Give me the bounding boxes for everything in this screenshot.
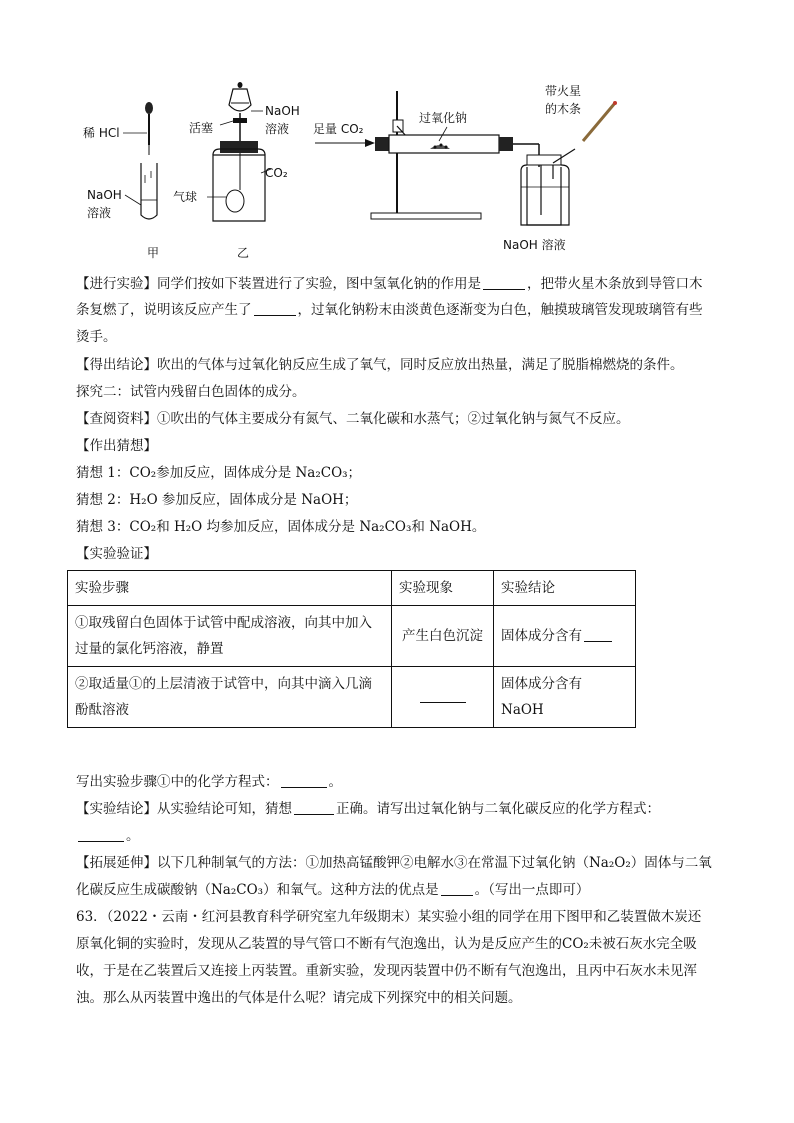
label-co2-inlet: 足量 CO₂ — [313, 122, 364, 136]
experiment-text-1b: ，把带火星木条放到导管口木 — [527, 276, 703, 292]
verify-title: 【实验验证】 — [76, 546, 157, 562]
extension-line-2 — [76, 878, 589, 898]
experiment-line-3: 烫手。 — [76, 329, 117, 345]
step-text: ②取适量①的上层清液于试管中，向其中滴入几滴 — [75, 676, 372, 692]
apparatus-figure — [75, 75, 635, 260]
label-hcl: 稀 HCl — [83, 126, 120, 140]
answer-blank-advantage[interactable] — [441, 882, 473, 897]
conclusion-cell: 固体成分含有 NaOH — [494, 667, 636, 728]
exp-conclusion-text-a: 【实验结论】从实验结论可知，猜想 — [76, 801, 292, 817]
question-63-line-3: 收，于是在乙装置后又连接上丙装置。重新实验，发现丙装置中仍不断有气泡逸出，且丙中石灰水未见浑 — [76, 963, 697, 979]
table-header-row — [68, 571, 636, 606]
table-row — [68, 606, 636, 667]
answer-blank-gas[interactable] — [254, 302, 296, 317]
answer-blank-naoh-role[interactable] — [483, 276, 525, 291]
wash-bottle-icon — [521, 149, 575, 225]
separatory-funnel-icon — [229, 82, 251, 145]
question-63-line-2: 原氧化铜的实验时，发现从乙装置的导气管口不断有气泡逸出，认为是反应产生的CO₂未被石灰水完全吸 — [76, 936, 697, 952]
header-phenomenon: 实验现象 — [392, 571, 494, 606]
guess-1: 猜想 1：CO₂参加反应，固体成分是 Na₂CO₃； — [76, 465, 362, 481]
phenomenon-cell: 产生白色沉淀 — [392, 606, 494, 667]
equation-text: 写出实验步骤①中的化学方程式： — [76, 774, 279, 790]
label-balloon: 气球 — [173, 190, 198, 204]
step-text: 酚酞溶液 — [75, 702, 129, 718]
label-peroxide: 过氧化钠 — [419, 111, 468, 125]
step-text: 过量的氯化钙溶液，静置 — [75, 641, 224, 657]
wooden-splint-icon — [583, 101, 617, 141]
equation-end: 。 — [328, 774, 342, 790]
answer-blank-phenomenon[interactable] — [420, 689, 466, 704]
conclusion-cell — [494, 606, 636, 667]
conclusion-line: 【得出结论】吹出的气体与过氧化钠反应生成了氧气，同时反应放出热量，满足了脱脂棉燃烧的条件。 — [76, 357, 684, 373]
exp-conclusion-text-b: 正确。请写出过氧化钠与二氧化碳反应的化学方程式： — [336, 801, 660, 817]
exp-conclusion-end: 。 — [126, 828, 140, 844]
info-line: 【查阅资料】①吹出的气体主要成分有氮气、二氧化碳和水蒸气；②过氧化钠与氮气不反应。 — [76, 411, 630, 427]
label-splint-1: 带火星 — [545, 84, 582, 98]
verification-table — [67, 570, 636, 728]
guess-3: 猜想 3：CO₂和 H₂O 均参加反应，固体成分是 Na₂CO₃和 NaOH。 — [76, 519, 486, 535]
label-naoh-yi-2: 溶液 — [265, 122, 290, 136]
extension-text-b: 。（写出一点即可） — [474, 882, 590, 898]
experiment-text-1a: 【进行实验】同学们按如下装置进行了实验，图中氢氧化钠的作用是 — [76, 276, 481, 292]
experiment-text-2b: ，过氧化钠粉末由淡黄色逐渐变为白色，触摸玻璃管发现玻璃管有些 — [297, 302, 703, 318]
glass-tube-icon — [375, 135, 513, 153]
answer-blank-equation[interactable] — [281, 774, 327, 789]
probe-two-line: 探究二：试管内残留白色固体的成分。 — [76, 384, 306, 400]
step-cell — [68, 606, 392, 667]
experiment-text-2a: 条复燃了，说明该反应产生了 — [76, 302, 252, 318]
guess-title: 【作出猜想】 — [76, 438, 157, 454]
answer-blank-solid[interactable] — [584, 628, 612, 643]
apparatus-diagram — [75, 75, 635, 260]
dropper-icon — [145, 102, 153, 155]
label-jia: 甲 — [147, 246, 160, 260]
step-text: ①取残留白色固体于试管中配成溶液，向其中加入 — [75, 615, 372, 631]
table-row — [68, 667, 636, 728]
header-conclusion: 实验结论 — [494, 571, 636, 606]
extension-line-1: 【拓展延伸】以下几种制氧气的方法：①加热高锰酸钾②电解水③在常温下过氧化钠（Na₂O₂）固体与二氧 — [76, 855, 712, 871]
label-co2-yi: CO₂ — [265, 166, 288, 180]
step-cell — [68, 667, 392, 728]
label-naoh-jia-2: 溶液 — [87, 206, 112, 220]
label-naoh-jia-1: NaOH — [87, 188, 122, 202]
answer-blank-guess[interactable] — [294, 801, 334, 816]
question-63-line-4: 浊。那么从丙装置中逸出的气体是什么呢？请完成下列探究中的相关问题。 — [76, 990, 522, 1006]
label-yi: 乙 — [237, 246, 250, 260]
experiment-line-1 — [76, 272, 703, 292]
phenomenon-cell — [392, 667, 494, 728]
question-63-line-1: 63．（2022・云南・红河县教育科学研究室九年级期末）某实验小组的同学在用下图甲和乙装置做木炭还 — [76, 909, 702, 925]
conclusion-text: 固体成分含有 — [501, 628, 582, 644]
equation-line — [76, 770, 342, 790]
label-valve: 活塞 — [189, 121, 214, 135]
experiment-conclusion-line-2 — [76, 824, 140, 844]
guess-2: 猜想 2：H₂O 参加反应，固体成分是 NaOH； — [76, 492, 358, 508]
label-splint-2: 的木条 — [545, 102, 582, 116]
label-naoh-bottle: NaOH 溶液 — [503, 238, 566, 252]
balloon-icon — [226, 190, 244, 212]
header-step: 实验步骤 — [68, 571, 392, 606]
extension-text-a: 化碳反应生成碳酸钠（Na₂CO₃）和氧气。这种方法的优点是 — [76, 882, 439, 898]
label-naoh-yi-1: NaOH — [265, 104, 300, 118]
experiment-conclusion-line — [76, 797, 660, 817]
answer-blank-reaction[interactable] — [78, 828, 124, 843]
experiment-line-2 — [76, 298, 703, 318]
test-tube-icon — [141, 163, 157, 219]
